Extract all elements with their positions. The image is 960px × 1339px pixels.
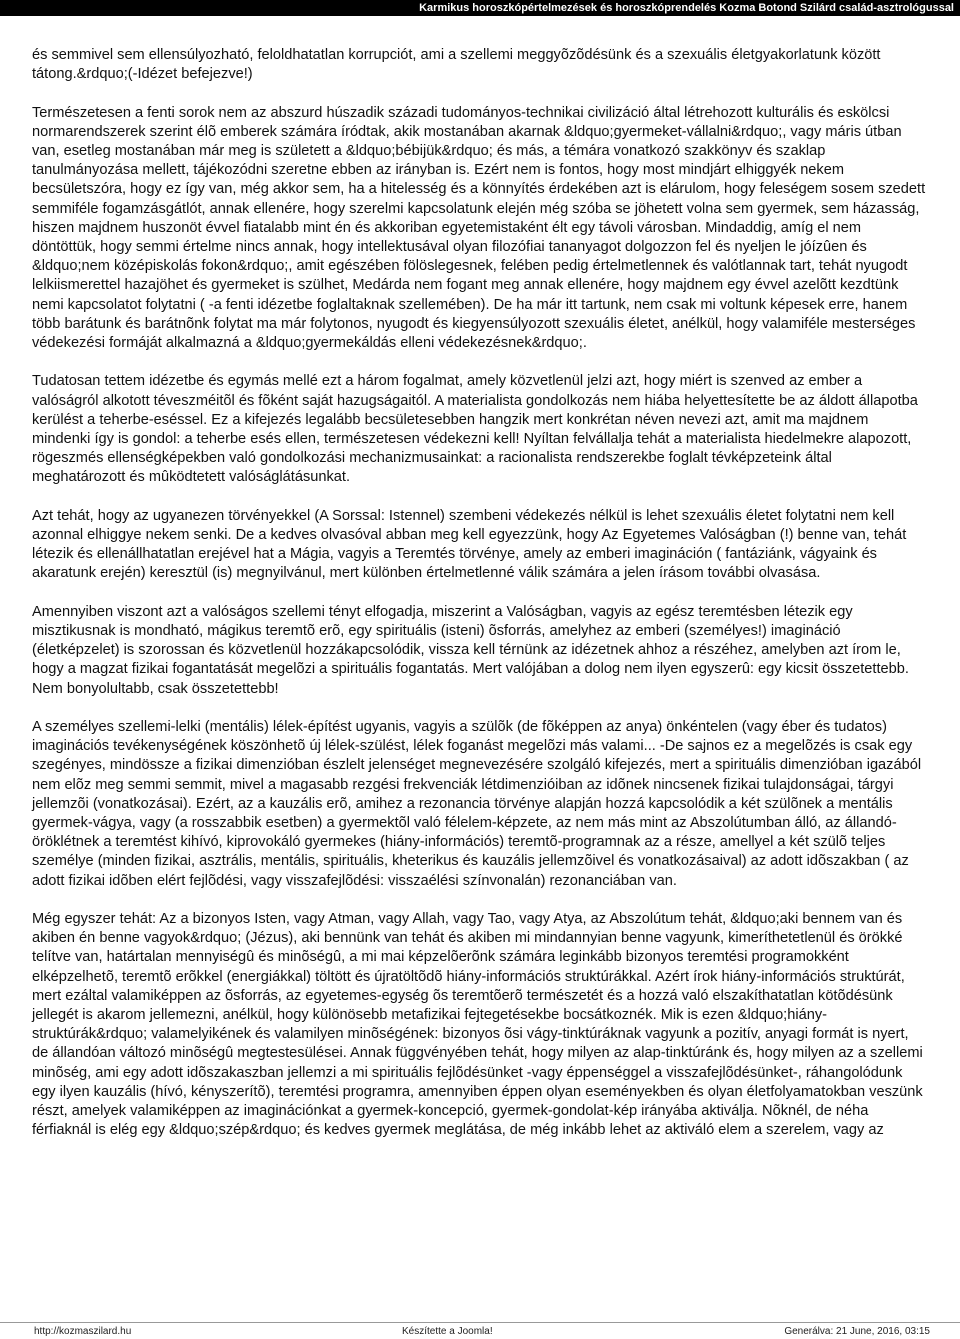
paragraph-2: Természetesen a fenti sorok nem az abszurd húszadik századi tudományos-technikai civilizáció által létrehozott kulturális és eskölcsi normarendszerek szerint élõ emberek számára íródtak, akik mostanában akarnak &ldquo;gyermeket-vállalni&rdquo;, vagy máris útban van, esetleg mostanában már meg is született a &ldquo;bébijük&rdquo; és más, a témára vonatkozó szakkönyv és szaklap tanulmányozása mellett, tájékozódni szeretne ebben az irányban is. Ezért nem is fontos, hogy most mindjárt elhiggyék nekem becsületszóra, hogy ez így van, még akkor sem, ha a hitelesség és a könnyítés érdekében azt is elárulom, hogy feleségem sosem szedett semmiféle fogamzásgátlót, annak ellenére, hogy szerelmi kapcsolatunk elején még szóba se jöhetett volna sem gyermek, sem házasság, hiszen majdnem huszonöt évvel fiatalabb mint én és akkoriban egyetemistaként élt egy távoli városban. Mindaddig, amíg el nem döntöttük, hogy semmi értelme nincs annak, hogy intellektusával olyan filozófiai tananyagot dolgozzon fel és nyeljen le jóízûen és &ldquo;nem középiskolás fokon&rdquo;, amit egészében fölöslegesnek, felében pedig értelmetlennek és valótlannak tart, tehát nyugodt lelkiismerettel hazajöhet és gyermeket is szülhet, Medárda nem fogant meg annak ellenére, hogy majdnem egy évvel azelõtt kezdtünk nemi kapcsolatot folytatni ( -a fenti idézetbe foglaltaknak szellemében). De ha már itt tartunk, nem csak mi voltunk képesek erre, hanem több barátunk és barátnõnk folytat ma már folytonos, nyugodt és kiegyensúlyozott szexuális életet, anélkül, hogy valamiféle mesterséges védekezési formáját alkalmazná a &ldquo;gyermekáldás elleni védekezésnek&rdquo;. [32,104,926,352]
site-header-bar [0,0,960,16]
footer-made-with: Készítette a Joomla! [402,1326,493,1337]
paragraph-5: Amennyiben viszont azt a valóságos szellemi tényt elfogadja, miszerint a Valóságban, vagyis az egész teremtésben létezik egy misztikusnak is mondható, mágikus teremtõ erõ, egy spirituális (isteni) õsforrás, amelyhez az emberi (személyes!) imagináció (életképzelet) is szorossan és közvetlenül hozzákapcsolódik, vissza kell térnünk az idézetnek ahhoz a részéhez, amelyben azt írom le, hogy a magzat fizikai fogantatását megelõzi a spirituális fogantatás. Mert valójában a dolog nem ilyen egyszerû: egy kicsit összetettebb. Nem bonyolultabb, csak összetettebb! [32,603,909,697]
paragraph-4: Azt tehát, hogy az ugyanezen törvényekkel (A Sorssal: Istennel) szembeni védekezés nélkül is lehet szexuális életet folytatni nem kell azonnal elhiggye nekem senki. De a kedves olvasóval abban meg kell egyezzünk, hogy Az Egyetemes Valóságban (!) benne van, tehát létezik és ellenállhatatlan erejével hat a Mágia, vagyis a Teremtés törvénye, amely az emberi imagináción ( fantáziánk, vágyaink és akaratunk erején) keresztül (is) megnyilvánul, mert különben értelmetlenné válik számára a jelen írásom további olvasása. [32,507,907,582]
footer-generated: Generálva: 21 June, 2016, 03:15 [784,1326,930,1337]
footer-url[interactable]: http://kozmaszilard.hu [34,1326,132,1337]
paragraph-6: A személyes szellemi-lelki (mentális) lélek-építést ugyanis, vagyis a szülõk (de fõképpen az anya) önkéntelen (vagy éber és tudatos) imaginációs tevékenységének köszönhetõ új lélek-szülést, lélek foganást megelõzi más valami... -De sajnos ez a megelõzés is csak egy szegényes, mindössze a fizikai dimenzióban észlelt jelenséget megnevezésére szolgáló kifejezés, mert a spirituális dimenzióban igazából nem elõz meg semmi semmit, mivel a magasabb rezgési frekvenciák létdimenzióiban az idõnek nincsenek fizikai tulajdonságai, tárgyi jellemzõi (vonatkozásai). Ezért, az a kauzális erõ, amihez a rezonancia törvénye alapján hozzá kapcsolódik a két szülõnek a mentális gyermek-vágya, vagy (a rosszabbik esetben) a gyermektõl való félelem-képzete, az nem más mint az Abszolútumban álló, az állandó-öröklétnek a teremtést kihívó, kiprovokáló gyermekes (hiány-információs) teremtõ-programnak az a része, amellyel a két szülõ teljes személye (minden fizikai, asztrális, mentális, spirituális, kheterikus és kauzális jellemzõivel és vonatkozásaival) az adott idõszakban ( az adott fizikai idõben elért fejlõdési, vagy visszafejlõdési: visszaélési színvonalán) rezonanciában van. [32,719,922,889]
paragraph-1: és semmivel sem ellensúlyozható, feloldhatatlan korrupciót, ami a szellemi meggyõzõdésünk és a szexuális életgyakorlatunk között tátong.&rdquo;(-Idézet befejezve!) [32,47,881,83]
paragraph-7: Még egyszer tehát: Az a bizonyos Isten, vagy Atman, vagy Allah, vagy Tao, vagy Atya, az Abszolútum tehát, &ldquo;aki bennem van és akiben én benne vagyok&rdquo; (Jézus), aki bennünk van tehát és akiben mi mindannyian benne vagyunk, kimeríthetetlenül és örökké telítve van, határtalan mennyiségû és minõségû, a mi mai képzelõerõnk számára leginkább bizonyos teremtési programokként elképzelhetõ, teremtõ erõkkel (energiákkal) töltött és újratöltõdõ hiány-információs struktúrákkal. Azért írok hiány-információs struktúrát, mert ezáltal valamiképpen az õsforrás, az egyetemes-egység õs teremtõerõ természetét és a hozzá való elszakíthatatlan kötõdésünk jellegét is akarom jellemezni, anélkül, hogy különösebb metafizikai fejtegetésekbe bocsátkoznék. Mik is ezen &ldquo;hiány-struktúrák&rdquo; valamelyikének és valamilyen minõségének: bizonyos õsi vágy-tinktúráknak vagyunk a pozitív, anyagi formát is nyert, de állandóan változó minõségû megtestesülései. Annak függvényében tehát, hogy milyen az alap-tinktúránk és, hogy milyen az a szellemi minõség, ami egy adott idõszakaszban jellemzi a mi spirituális fejlõdésünket -vagy éppenséggel a visszafejlõdésünket-, ráhangolódunk egy ilyen kauzális (hívó, kényszerítõ), teremtési programra, amennyiben éppen olyan eseményekben és olyan életfolyamatokban veszünk részt, amelyek valamiképpen az imaginációnkat a gyermek-koncepció, gyermek-gondolat-kép irányába aktiválja. Nõknél, de néha férfiaknál is elég egy &ldquo;szép&rdquo; és kedves gyermek meglátása, de még inkább lehet az aktiváló elem a szerelem, vagy az [32,911,923,1139]
page-footer [0,1322,960,1339]
article-body [32,46,928,1140]
site-title: Karmikus horoszkópértelmezések és horoszkóprendelés Kozma Botond Szilárd család-asztrológussal [419,2,954,14]
paragraph-3: Tudatosan tettem idézetbe és egymás mellé ezt a három fogalmat, amely közvetlenül jelzi azt, hogy miért is szenved az ember a valóságról alkotott téveszméitõl és fõként saját hazugságaitól. A materialista gondolkozás nem hiába helyettesítette be az áldott állapotba kerülést a teherbe-eséssel. Ez a kifejezés legalább becsületesebben hangzik mert konkrétan néven nevezi azt, amit ma majdnem mindenki így is gondol: a teherbe esés ellen, természetesen védekezni kell! Nyíltan felvállalja tehát a materialista hiedelmekre alapozott, rögeszmés ellenségképekben való gondolkozási mechanizmusainkat: a racionalista rendszerekbe foglalt tévképzeteink által meghatározott és mûködtetett valóságlátásunkat. [32,373,918,486]
